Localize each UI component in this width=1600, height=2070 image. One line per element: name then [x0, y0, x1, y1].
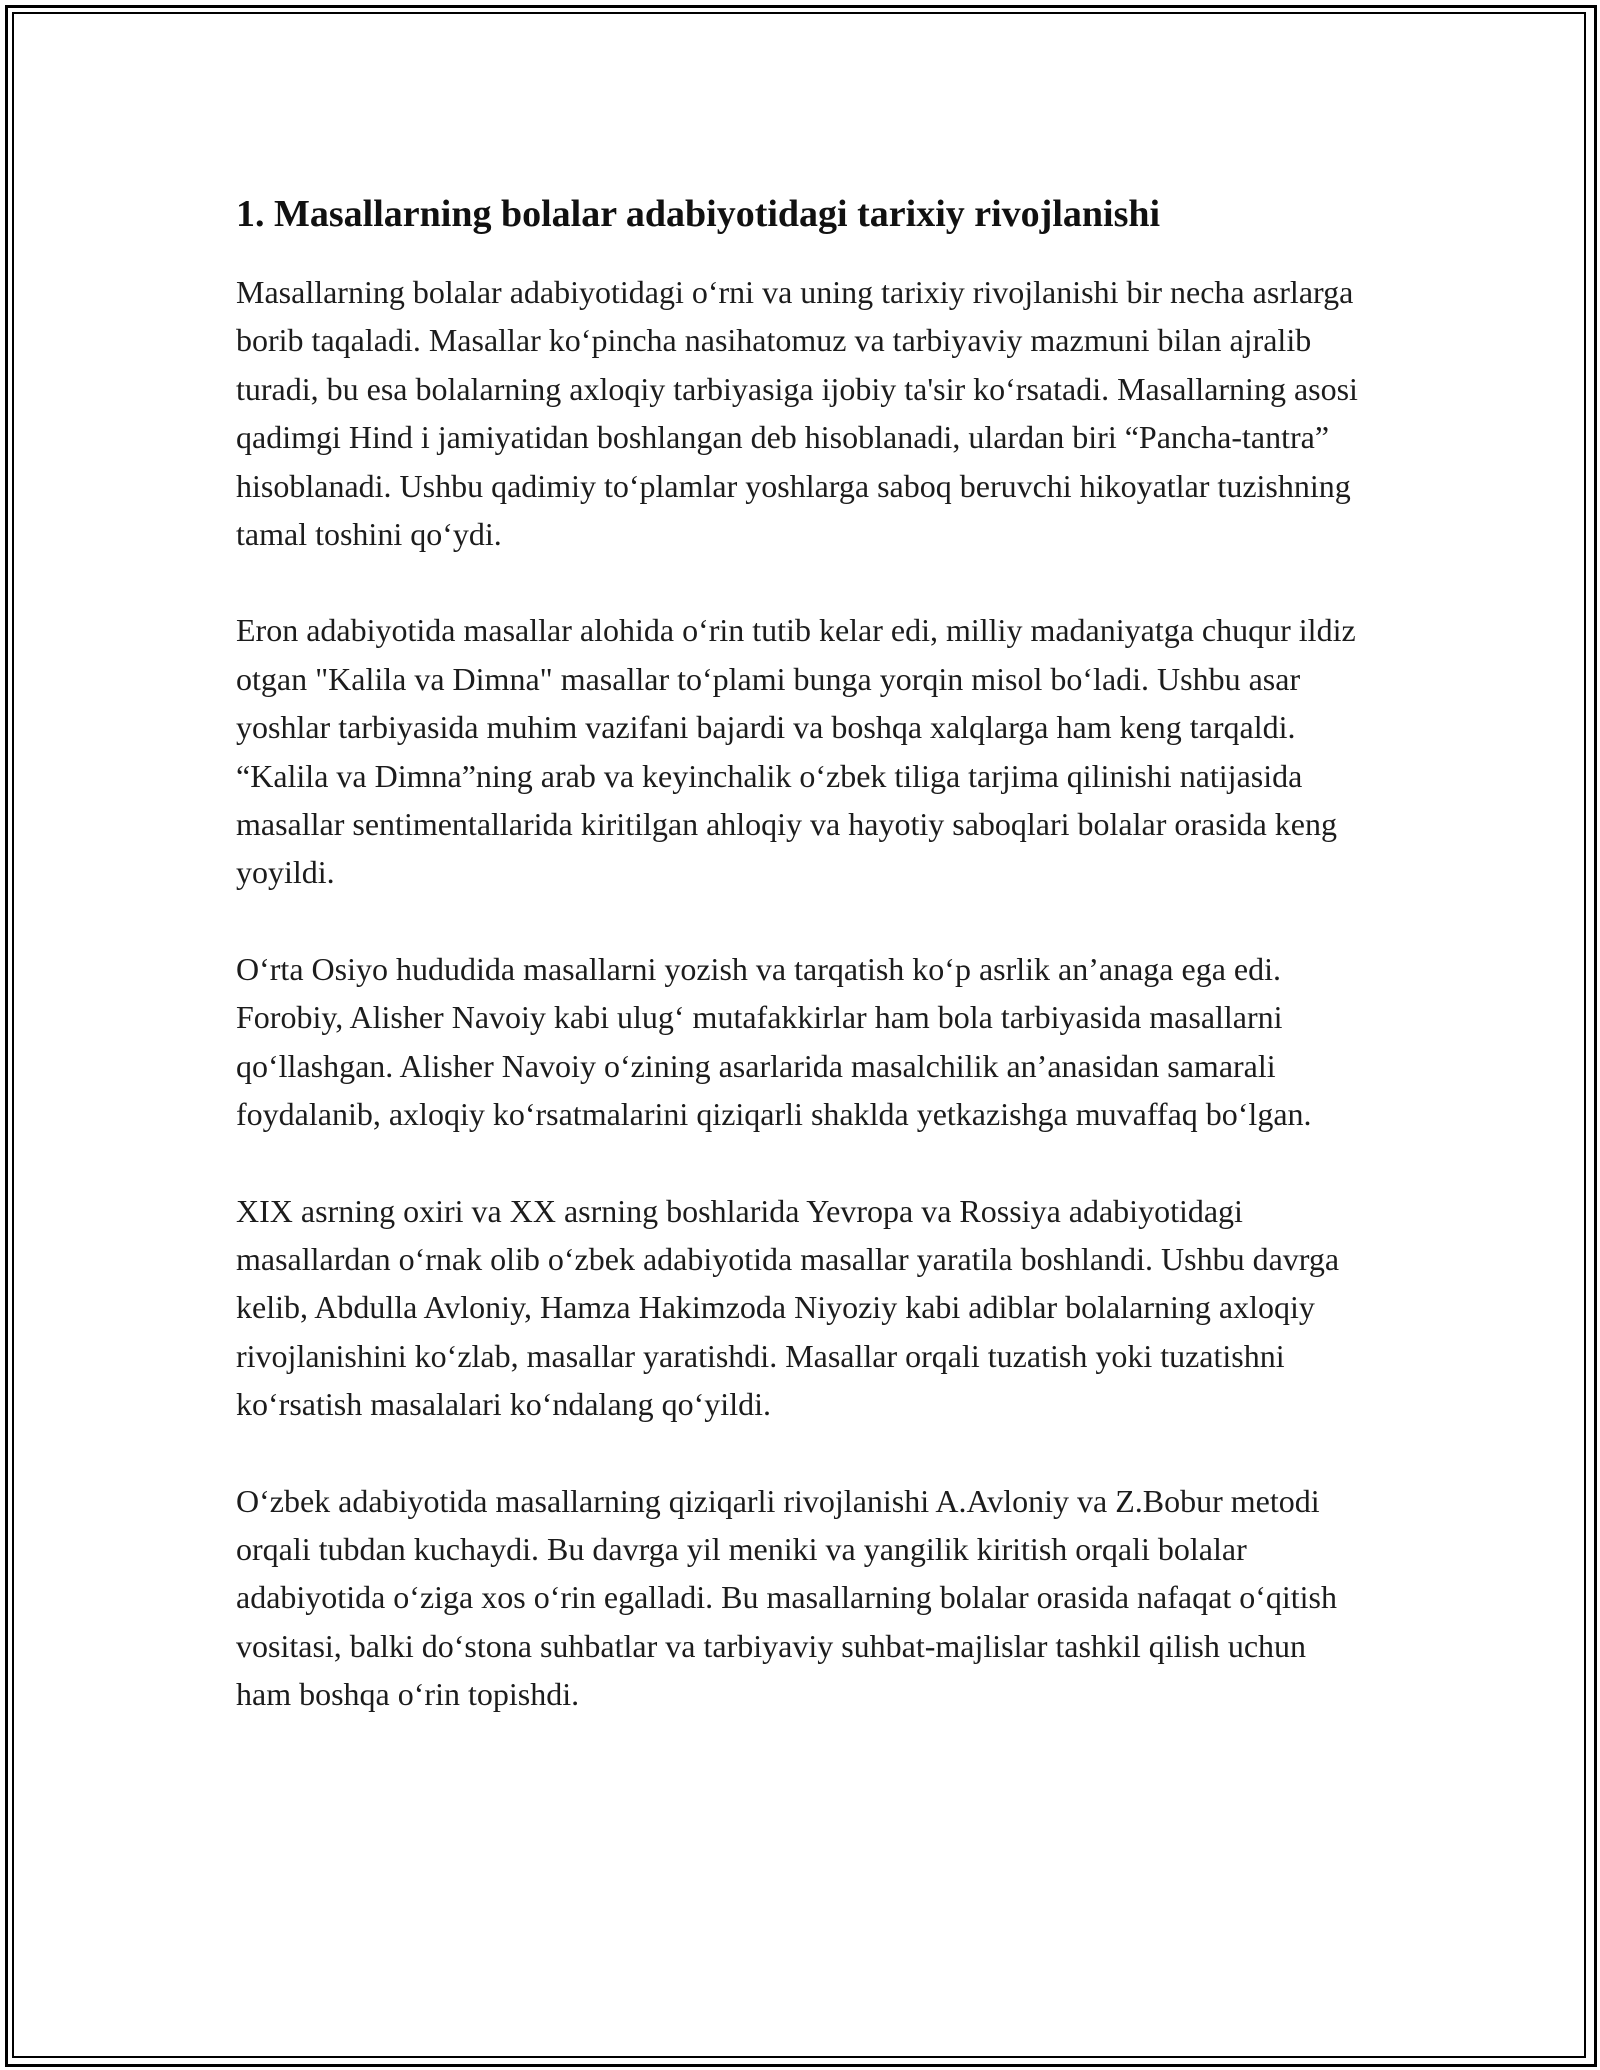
paragraph-2: Eron adabiyotida masallar alohida o‘rin tutib kelar edi, milliy madaniyatga chuqur ildiz otgan "Kalila va Dimna" masallar to‘plami bunga yorqin misol bo‘ladi. Ushbu asar yoshlar tarbiyasida muhim vazifani bajardi va boshqa xalqlarga ham keng tarqaldi. “Kalila va Dimna”ning arab va keyinchalik o‘zbek tiliga tarjima qilinishi natijasida masallar sentimentallarida kiritilgan ahloqiy va hayotiy saboqlari bolalar orasida keng yoyildi. [236, 612, 1356, 891]
paragraph-3: O‘rta Osiyo hududida masallarni yozish va tarqatish ko‘p asrlik an’anaga ega edi. Forobiy, Alisher Navoiy kabi ulug‘ mutafakkirlar ham bola tarbiyasida masallarni qo‘llashgan. Alisher Navoiy o‘zining asarlarida masalchilik an’anasidan samarali foydalanib, axloqiy ko‘rsatmalarini qiziqarli shaklda yetkazishga muvaffaq bo‘lgan. [236, 950, 1312, 1133]
paragraph-1: Masallarning bolalar adabiyotidagi o‘rni va uning tarixiy rivojlanishi bir necha asrlarga borib taqaladi. Masallar ko‘pincha nasihatomuz va tarbiyaviy mazmuni bilan ajralib turadi, bu esa bolalarning axloqiy tarbiyasiga ijobiy ta'sir ko‘rsatadi. Masallarning asosi qadimgi Hind i jamiyatidan boshlangan deb hisoblanadi, ulardan biri “Pancha-tantra” hisoblanadi. Ushbu qadimiy to‘plamlar yoshlarga saboq beruvchi hikoyatlar tuzishning tamal toshini qo‘ydi. [236, 274, 1358, 553]
paragraph-4: XIX asrning oxiri va XX asrning boshlarida Yevropa va Rossiya adabiyotidagi masallardan o‘rnak olib o‘zbek adabiyotida masallar yaratila boshlandi. Ushbu davrga kelib, Abdulla Avloniy, Hamza Hakimzoda Niyoziy kabi adiblar bolalarning axloqiy rivojlanishini ko‘zlab, masallar yaratishdi. Masallar orqali tuzatish yoki tuzatishni ko‘rsatish masalalari ko‘ndalang qo‘yildi. [236, 1192, 1340, 1423]
section-heading: 1. Masallarning bolalar adabiyotidagi tarixiy rivojlanishi [236, 193, 1161, 235]
document-body [236, 186, 1366, 1767]
paragraph-5: O‘zbek adabiyotida masallarning qiziqarli rivojlanishi A.Avloniy va Z.Bobur metodi orqali tubdan kuchaydi. Bu davrga yil meniki va yangilik kiritish orqali bolalar adabiyotida o‘ziga xos o‘rin egalladi. Bu masallarning bolalar orasida nafaqat o‘qitish vositasi, balki do‘stona suhbatlar va tarbiyaviy suhbat-majlislar tashkil qilish uchun ham boshqa o‘rin topishdi. [236, 1482, 1337, 1713]
